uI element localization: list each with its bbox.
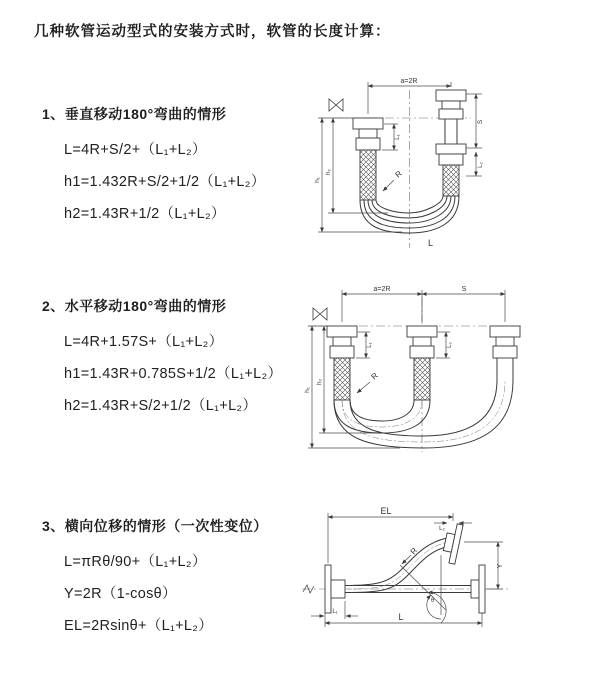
middle-pipe <box>407 326 437 400</box>
dim-h2-label: h₂ <box>316 378 323 386</box>
valve-icon <box>313 308 327 320</box>
braid-section <box>443 165 459 196</box>
section-horizontal-move <box>42 296 317 422</box>
dim-l2-label: L₂ <box>478 162 484 168</box>
dim-l2 <box>434 523 472 532</box>
section2-formula-h1: h1=1.43R+0.785S+1/2（L₁+L₂） <box>64 366 283 382</box>
dim-l2-label: L₂ <box>439 526 445 532</box>
dim-l1 <box>356 332 373 358</box>
s-curve-hose <box>345 538 449 593</box>
left-flange <box>325 565 345 613</box>
diagram-lateral-displacement <box>298 503 513 638</box>
braid-section <box>334 358 350 400</box>
valve-icon <box>329 99 343 111</box>
pipe-break-mark <box>303 585 314 593</box>
left-pipe <box>327 326 357 400</box>
dim-l1-label: L₁ <box>367 342 373 348</box>
dim-stroke-label: S <box>461 286 467 293</box>
dim-h1-label: h₁ <box>304 387 311 393</box>
section1-formula-L: L=4R+S/2+（L₁+L₂） <box>64 142 207 158</box>
section3-formula-EL: EL=2Rsinθ+（L₁+L₂） <box>64 618 214 634</box>
dim-l1 <box>382 124 401 150</box>
dim-s-label: S <box>477 119 484 125</box>
diagram-horizontal-move-180-bend <box>300 280 545 460</box>
dim-span-label: a=2R <box>373 286 391 293</box>
braid-section <box>414 358 430 400</box>
section2-formula-h2: h2=1.43R+S/2+1/2（L₁+L₂） <box>64 398 258 414</box>
dim-span <box>342 286 505 322</box>
section2-heading: 2、水平移动180°弯曲的情形 <box>42 298 227 314</box>
section3-formula-L: L=πRθ/90+（L₁+L₂） <box>64 554 207 570</box>
right-pipe <box>436 90 466 196</box>
dim-el-label: EL <box>380 506 392 516</box>
dim-span-label: a=2R <box>400 78 418 85</box>
section-vertical-move <box>42 104 317 230</box>
section1-formula-h1: h1=1.432R+S/2+1/2（L₁+L₂） <box>64 174 266 190</box>
braid-section <box>360 150 376 200</box>
dim-l1 <box>311 601 358 619</box>
dim-stroke-s <box>466 94 484 148</box>
dim-length-label: L <box>398 612 404 622</box>
u-bend-hose-position1 <box>334 400 430 433</box>
radius-leader <box>383 169 404 191</box>
dim-y-label: Y <box>497 563 504 569</box>
dim-h1-label: h₁ <box>314 177 321 183</box>
right-pipe <box>490 326 520 380</box>
diagram-vertical-move-180-bend <box>306 72 521 257</box>
dim-h2 <box>325 118 388 213</box>
section2-formula-L: L=4R+1.57S+（L₁+L₂） <box>64 334 224 350</box>
dim-l2 <box>436 332 453 358</box>
dim-length <box>325 612 482 627</box>
dim-l2 <box>466 152 484 176</box>
dim-l1-label: L₁ <box>395 134 401 140</box>
left-pipe <box>353 118 383 200</box>
radius-label: R <box>408 546 420 557</box>
section3-heading: 3、横向位移的情形（一次性变位） <box>42 518 268 534</box>
section1-heading: 1、垂直移动180°弯曲的情形 <box>42 106 227 122</box>
section-lateral-displacement <box>42 516 317 642</box>
page-title: 几种软管运动型式的安装方式时，软管的长度计算： <box>34 24 391 40</box>
dim-l1-label: L₁ <box>332 609 338 615</box>
dim-h2-label: h₂ <box>325 168 332 176</box>
radius-label: R <box>393 168 404 180</box>
length-label: L <box>428 238 434 248</box>
dim-h1 <box>304 326 400 448</box>
section1-formula-h2: h2=1.43R+1/2（L₁+L₂） <box>64 206 226 222</box>
radius-label: R <box>369 370 380 382</box>
dim-l2-label: L₂ <box>447 342 453 348</box>
dim-el <box>328 506 453 563</box>
radius-leader <box>357 371 380 393</box>
section3-formula-Y: Y=2R（1-cosθ） <box>64 586 177 602</box>
theta-label: θ <box>431 598 435 604</box>
